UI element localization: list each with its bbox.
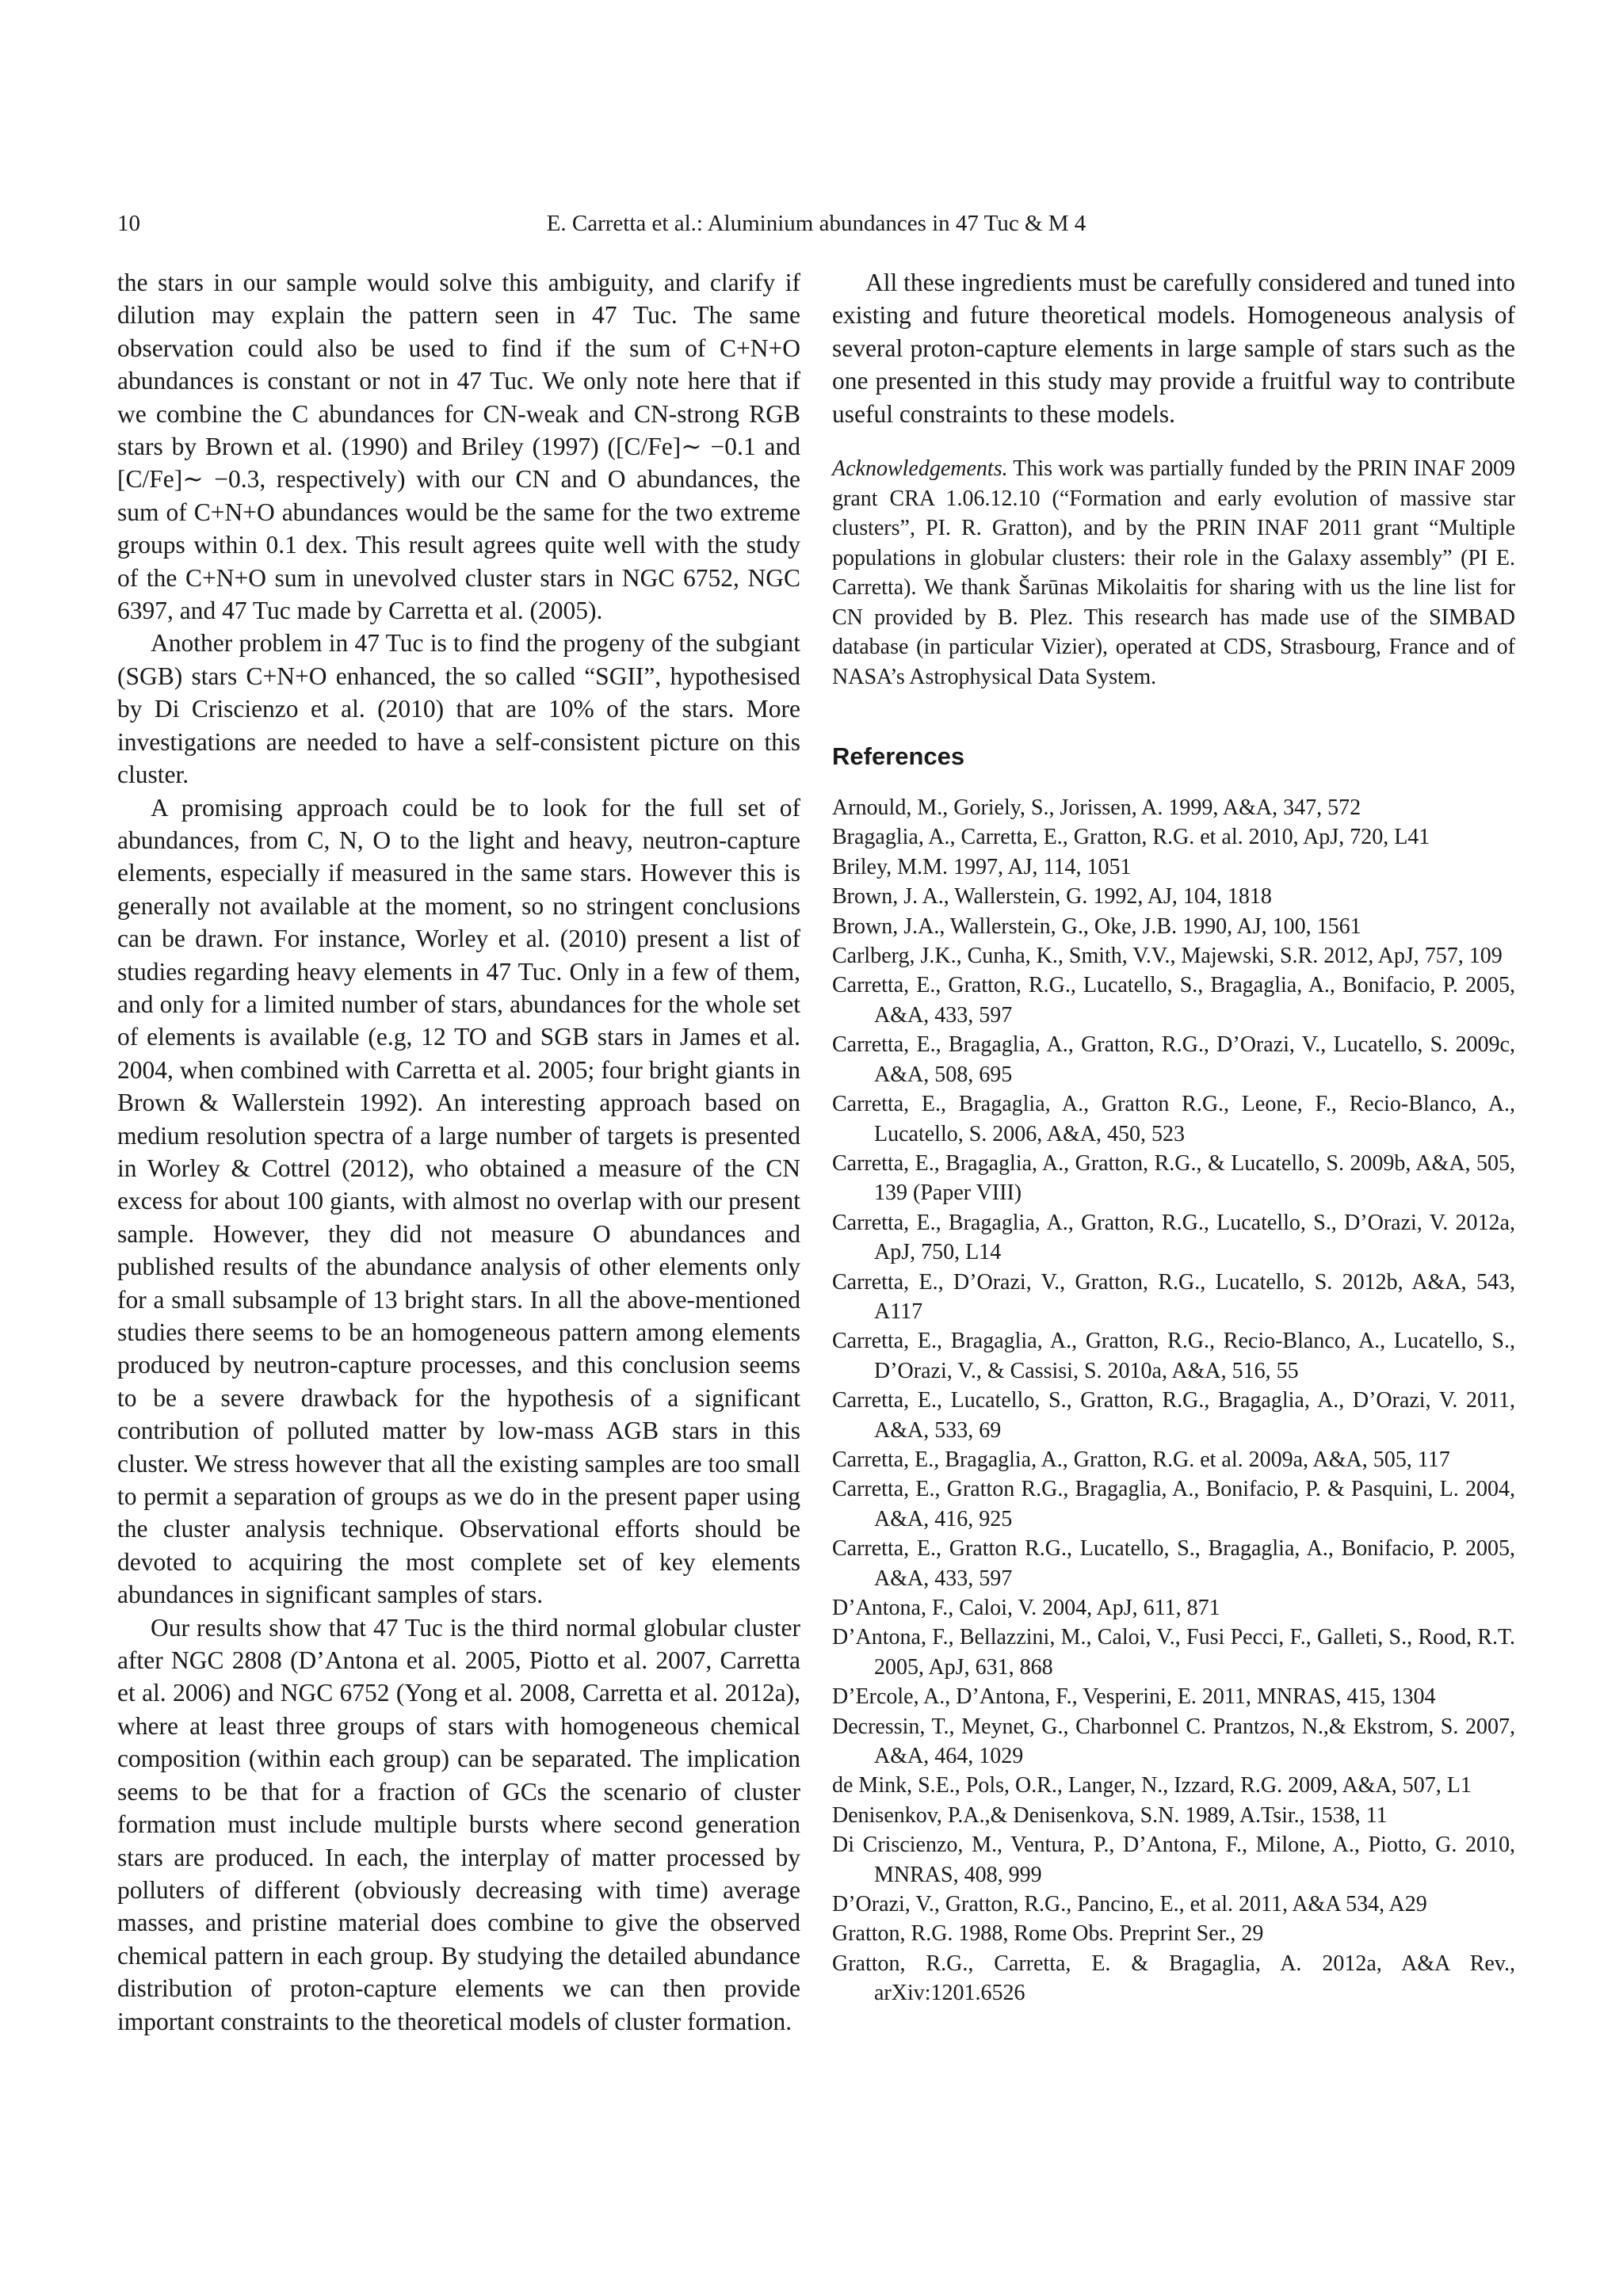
reference-list <box>832 793 1515 2008</box>
reference-item: Arnould, M., Goriely, S., Jorissen, A. 1999, A&A, 347, 572 <box>832 795 1361 821</box>
body-paragraph: Another problem in 47 Tuc is to find the progeny of the subgiant (SGB) stars C+N+O enhanced, the so called “SGII”, hypothesised by Di Criscienzo et al. (2010) that are 10% of the stars. More investigations are needed to have a self-consistent picture on this cluster. <box>117 629 800 789</box>
body-paragraph: All these ingredients must be carefully considered and tuned into existing and future theoretical models. Homogeneous analysis of several proton-capture elements in large sample of stars such as the one presented in this study may provide a fruitful way to contribute useful constraints to these models. <box>832 269 1515 428</box>
acknowledgements-label: Acknowledgements. <box>832 456 1008 482</box>
reference-item: Carlberg, J.K., Cunha, K., Smith, V.V., Majewski, S.R. 2012, ApJ, 757, 109 <box>832 944 1503 969</box>
reference-item: Briley, M.M. 1997, AJ, 114, 1051 <box>832 854 1132 879</box>
body-paragraph: the stars in our sample would solve this ambiguity, and clarify if dilution may explain the pattern seen in 47 Tuc. The same observation could also be used to find if the sum of C+N+O abundances is constant or not in 47 Tuc. We only note here that if we combine the C abundances for CN-weak and CN-strong RGB stars by Brown et al. (1990) and Briley (1997) ([C/Fe]∼ −0.1 and [C/Fe]∼ −0.3, respectively) with our CN and O abundances, the sum of C+N+O abundances would be the same for the two extreme groups within 0.1 dex. This result agrees quite well with the study of the C+N+O sum in unevolved cluster stars in NGC 6752, NGC 6397, and 47 Tuc made by Carretta et al. (2005). <box>117 269 800 625</box>
reference-item: Carretta, E., Bragaglia, A., Gratton R.G., Leone, F., Recio-Blanco, A., Lucatello, S. 2006, A&A, 450, 523 <box>832 1092 1515 1146</box>
reference-item: Carretta, E., Bragaglia, A., Gratton, R.G., Recio-Blanco, A., Lucatello, S., D’Orazi, V., & Cassisi, S. 2010a, A&A, 516, 55 <box>832 1329 1515 1383</box>
reference-item: Carretta, E., Bragaglia, A., Gratton, R.G. et al. 2009a, A&A, 505, 117 <box>832 1447 1450 1472</box>
acknowledgements <box>832 454 1515 692</box>
reference-item: Brown, J. A., Wallerstein, G. 1992, AJ, 104, 1818 <box>832 884 1272 910</box>
reference-item: D’Orazi, V., Gratton, R.G., Pancino, E., et al. 2011, A&A 534, A29 <box>832 1892 1427 1917</box>
reference-item: Carretta, E., D’Orazi, V., Gratton, R.G., Lucatello, S. 2012b, A&A, 543, A117 <box>832 1269 1515 1324</box>
reference-item: D’Antona, F., Caloi, V. 2004, ApJ, 611, 871 <box>832 1596 1220 1620</box>
body-paragraph: Our results show that 47 Tuc is the third normal globular cluster after NGC 2808 (D’Antona et al. 2005, Piotto et al. 2007, Carretta et al. 2006) and NGC 6752 (Yong et al. 2008, Carretta et al. 2012a), where at least three groups of stars with homogeneous chemical composition (within each group) can be separated. The implication seems to be that for a fraction of GCs the scenario of cluster formation must include multiple bursts where second generation stars are produced. In each, the interplay of matter processed by polluters of different (obviously decreasing with time) average masses, and pristine material does combine to give the observed chemical pattern in each group. By studying the detailed abundance distribution of proton-capture elements we can then provide important constraints to the theoretical models of cluster formation. <box>117 1613 800 2035</box>
reference-item: de Mink, S.E., Pols, O.R., Langer, N., Izzard, R.G. 2009, A&A, 507, L1 <box>832 1773 1472 1798</box>
reference-item: D’Ercole, A., D’Antona, F., Vesperini, E. 2011, MNRAS, 415, 1304 <box>832 1684 1436 1710</box>
reference-item: Denisenkov, P.A.,& Denisenkova, S.N. 1989, A.Tsir., 1538, 11 <box>832 1802 1388 1828</box>
reference-item: Carretta, E., Bragaglia, A., Gratton, R.G., D’Orazi, V., Lucatello, S. 2009c, A&A, 508, 695 <box>832 1032 1515 1087</box>
reference-item: D’Antona, F., Bellazzini, M., Caloi, V., Fusi Pecci, F., Galleti, S., Rood, R.T. 2005, ApJ, 631, 868 <box>832 1625 1515 1680</box>
reference-item: Brown, J.A., Wallerstein, G., Oke, J.B. 1990, AJ, 100, 1561 <box>832 913 1361 939</box>
reference-item: Bragaglia, A., Carretta, E., Gratton, R.G. et al. 2010, ApJ, 720, L41 <box>832 825 1430 850</box>
reference-item: Carretta, E., Gratton, R.G., Lucatello, S., Bragaglia, A., Bonifacio, P. 2005, A&A, 433, 597 <box>832 973 1515 1028</box>
reference-item: Decressin, T., Meynet, G., Charbonnel C. Prantzos, N.,& Ekstrom, S. 2007, A&A, 464, 1029 <box>832 1714 1515 1769</box>
reference-item: Carretta, E., Bragaglia, A., Gratton, R.G., Lucatello, S., D’Orazi, V. 2012a, ApJ, 750, L14 <box>832 1210 1515 1265</box>
right-column <box>832 266 1515 2008</box>
reference-item: Carretta, E., Gratton R.G., Bragaglia, A., Bonifacio, P. & Pasquini, L. 2004, A&A, 416, 925 <box>832 1477 1515 1531</box>
reference-item: Gratton, R.G. 1988, Rome Obs. Preprint Ser., 29 <box>832 1921 1264 1947</box>
reference-item: Carretta, E., Gratton R.G., Lucatello, S., Bragaglia, A., Bonifacio, P. 2005, A&A, 433, 597 <box>832 1536 1515 1591</box>
body-paragraph: A promising approach could be to look for the full set of abundances, from C, N, O to the light and heavy, neutron-capture elements, especially if measured in the same stars. However this is generally not available at the moment, so no stringent conclusions can be drawn. For instance, Worley et al. (2010) present a list of studies regarding heavy elements in 47 Tuc. Only in a few of them, and only for a limited number of stars, abundances for the whole set of elements is available (e.g, 12 TO and SGB stars in James et al. 2004, when combined with Carretta et al. 2005; four bright giants in Brown & Wallerstein 1992). An interesting approach based on medium resolution spectra of a large number of targets is presented in Worley & Cottrel (2012), who obtained a measure of the CN excess for about 100 giants, with almost no overlap with our present sample. However, they did not measure O abundances and published results of the abundance analysis of other elements only for a small subsample of 13 bright stars. In all the above-mentioned studies there seems to be an homogeneous pattern among elements produced by neutron-capture processes, and this conclusion seems to be a severe drawback for the hypothesis of a significant contribution of polluted matter by low-mass AGB stars in this cluster. We stress however that all the existing samples are too small to permit a separation of groups as we do in the present paper using the cluster analysis technique. Observational efforts should be devoted to acquiring the most complete set of key elements abundances in significant samples of stars. <box>117 793 800 1609</box>
left-column <box>117 266 800 2038</box>
reference-item: Carretta, E., Bragaglia, A., Gratton, R.G., & Lucatello, S. 2009b, A&A, 505, 139 (Paper VIII) <box>832 1150 1515 1206</box>
references-heading: References <box>832 742 965 771</box>
reference-item: Carretta, E., Lucatello, S., Gratton, R.G., Bragaglia, A., D’Orazi, V. 2011, A&A, 533, 69 <box>832 1388 1515 1443</box>
running-title: E. Carretta et al.: Aluminium abundances in 47 Tuc & M 4 <box>546 211 1086 236</box>
reference-item: Gratton, R.G., Carretta, E. & Bragaglia, A. 2012a, A&A Rev., arXiv:1201.6526 <box>832 1951 1515 2006</box>
page-header <box>117 208 1515 239</box>
reference-item: Di Criscienzo, M., Ventura, P., D’Antona, F., Milone, A., Piotto, G. 2010, MNRAS, 408, 999 <box>832 1833 1515 1887</box>
page-number: 10 <box>117 211 140 236</box>
acknowledgements-text: This work was partially funded by the PRIN INAF 2009 grant CRA 1.06.12.10 (“Formation and early evolution of massive star clusters”, PI. R. Gratton), and by the PRIN INAF 2011 grant “Multiple populations in globular clusters: their role in the Galaxy assembly” (PI E. Carretta). We thank Šarūnas Mikolaitis for sharing with us the line list for CN provided by B. Plez. This research has made use of the SIMBAD database (in particular Vizier), operated at CDS, Strasbourg, France and of NASA’s Astrophysical Data System. <box>832 456 1515 689</box>
